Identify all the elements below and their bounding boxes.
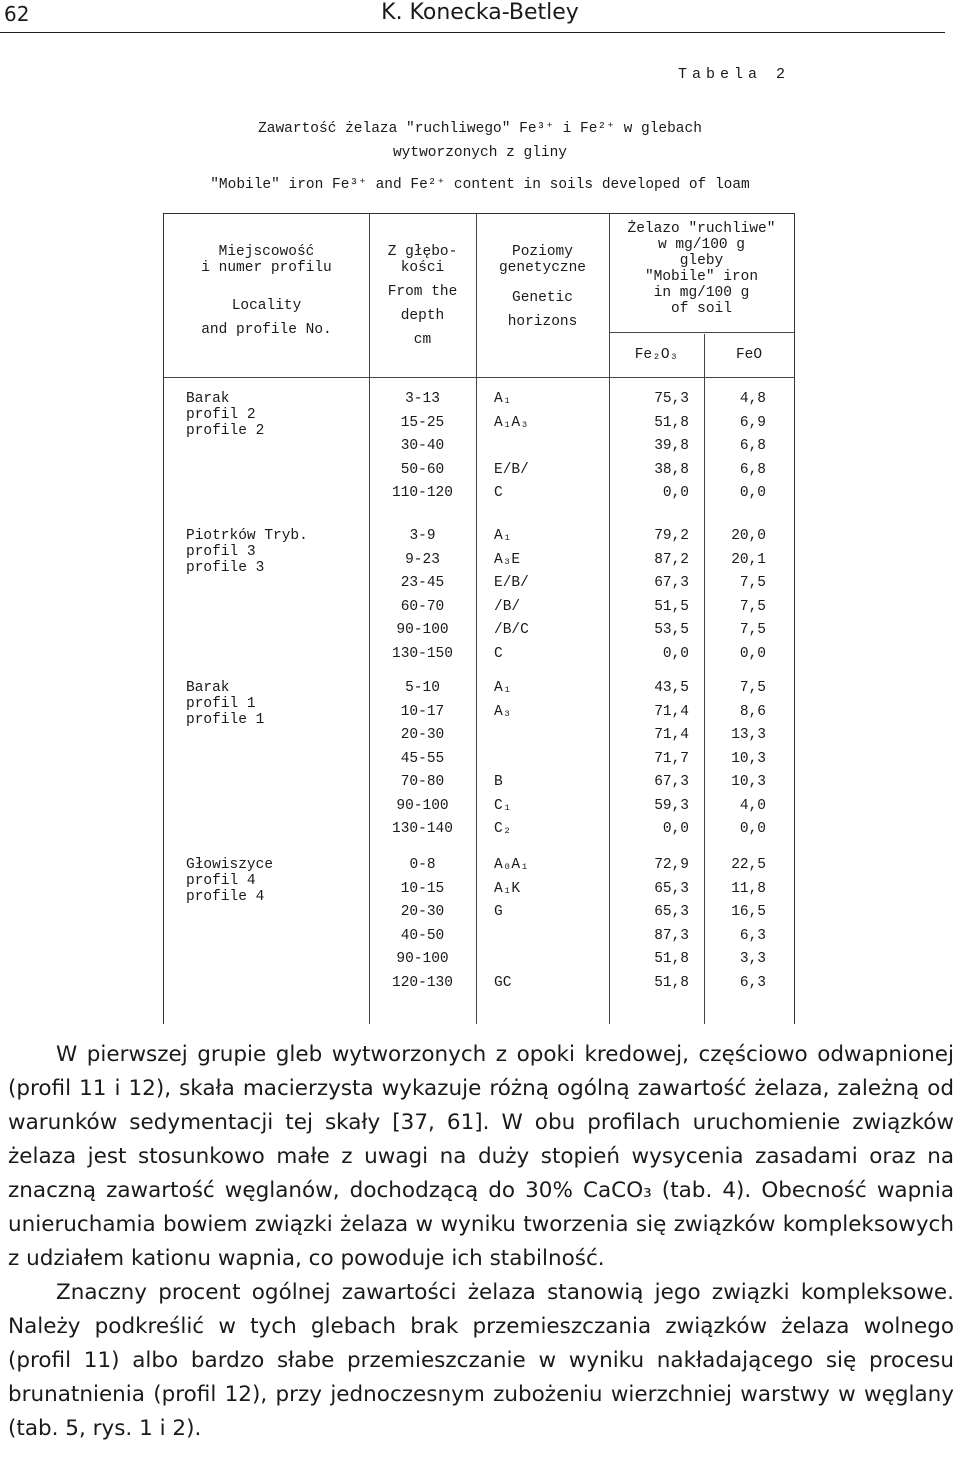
cell-fe2o3: 43,5: [654, 680, 689, 696]
cell-feo: 20,0: [731, 528, 766, 544]
cell-fe2o3: 72,9: [654, 857, 689, 873]
header-locality-en: Locality and profile No.: [201, 298, 332, 338]
cell-feo: 20,1: [731, 551, 766, 568]
profile-name-line: profile 2: [186, 423, 265, 439]
body-text: [8, 1038, 954, 1446]
cell-feo: 6,9: [739, 414, 766, 431]
cell-fe2o3: 0,0: [662, 821, 689, 837]
cell-horizon: A₀A₁: [494, 857, 529, 873]
cell-horizon: E/B/: [494, 575, 529, 591]
profile-name-line: profile 4: [186, 889, 265, 905]
cell-horizon: /B/C: [494, 622, 529, 638]
profile-name: [186, 528, 308, 576]
paragraph: W pierwszej grupie gleb wytworzonych z opoki kredowej, częściowo odwapnionej (profil 11 i 12), skała macierzysta wykazuje różną ogólną zawartość żelaza, zależną od warunków sedymentacji tej skały [37, 61]. W obu profilach uruchomienie związków żelaza jest stosunkowo małe z uwagi na duży stopień wysycenia zasadami oraz na znaczną zawartość węglanów, dochodzącą do 30% CaCO₃ (tab. 4). Obecność wapnia unieruchamia bowiem związki żelaza w wyniku tworzenia się związków kompleksowych z udziałem kationu wapnia, co powoduje ich stabilność.: [8, 1042, 954, 1271]
profile-name: [186, 391, 264, 439]
cell-depth: 130-150: [392, 645, 453, 662]
cell-fe2o3: 87,3: [654, 927, 689, 944]
cell-fe2o3: 71,4: [654, 703, 689, 720]
cell-depth: 110-120: [392, 485, 453, 501]
cell-horizon: C: [494, 645, 503, 662]
cell-fe2o3: 75,3: [654, 391, 689, 407]
cell-feo: 0,0: [739, 485, 766, 501]
page-number: 62: [4, 2, 30, 26]
cell-horizon: B: [494, 774, 503, 790]
cell-horizon: E/B/: [494, 461, 529, 478]
cell-depth: 40-50: [400, 927, 445, 944]
cell-depth: 3-9: [409, 528, 436, 544]
cell-fe2o3: 51,5: [654, 598, 689, 615]
profile-name-line: profile 3: [186, 560, 265, 576]
table-caption-pl-2: wytworzonych z gliny: [392, 145, 568, 161]
cell-feo: 11,8: [731, 880, 766, 897]
cell-fe2o3: 38,8: [654, 461, 689, 478]
cell-feo: 3,3: [739, 951, 766, 967]
header-mobile-iron: Żelazo "ruchliwe" w mg/100 g gleby "Mobile" iron in mg/100 g of soil: [627, 221, 776, 317]
data-table: [163, 213, 795, 1024]
profile-name-line: Głowiszyce: [186, 857, 274, 873]
cell-fe2o3: 71,7: [654, 750, 689, 767]
cell-fe2o3: 79,2: [654, 528, 689, 544]
cell-depth: 20-30: [400, 904, 445, 920]
profile-name-line: Barak: [186, 680, 230, 696]
cell-fe2o3: 71,4: [654, 727, 689, 743]
cell-feo: 7,5: [739, 680, 766, 696]
cell-feo: 6,3: [739, 927, 766, 944]
cell-horizon: /B/: [494, 598, 521, 615]
profile-name: [186, 857, 273, 905]
cell-horizon: GC: [494, 974, 512, 991]
cell-fe2o3: 65,3: [654, 904, 689, 920]
cell-depth: 10-17: [400, 703, 445, 720]
column-divider: [609, 214, 610, 1024]
profile-name-line: profil 2: [186, 407, 256, 423]
cell-feo: 4,8: [739, 391, 766, 407]
header-feo: FeO: [735, 347, 763, 363]
header-rule: [164, 377, 794, 378]
cell-depth: 50-60: [400, 461, 445, 478]
cell-horizon: A₁: [494, 680, 512, 696]
cell-depth: 3-13: [405, 391, 440, 407]
cell-depth: 70-80: [400, 774, 445, 790]
table-caption-en: "Mobile" iron Fe³⁺ and Fe²⁺ content in soils developed of loam: [210, 177, 750, 193]
cell-feo: 7,5: [739, 622, 766, 638]
cell-fe2o3: 87,2: [654, 551, 689, 568]
profile-name-line: profil 1: [186, 696, 256, 712]
cell-feo: 8,6: [739, 703, 766, 720]
cell-fe2o3: 65,3: [654, 880, 689, 897]
cell-depth: 130-140: [392, 821, 453, 837]
table-caption-pl: Zawartość żelaza "ruchliwego" Fe³⁺ i Fe²⁺ w glebach: [258, 121, 702, 137]
cell-fe2o3: 0,0: [662, 485, 689, 501]
cell-depth: 90-100: [396, 622, 449, 638]
cell-depth: 120-130: [392, 974, 453, 991]
cell-fe2o3: 39,8: [654, 438, 689, 454]
cell-feo: 0,0: [739, 645, 766, 662]
header-rule: [0, 32, 945, 33]
cell-feo: 7,5: [739, 598, 766, 615]
cell-horizon: C₂: [494, 821, 512, 837]
cell-feo: 13,3: [731, 727, 766, 743]
cell-fe2o3: 0,0: [662, 645, 689, 662]
profile-name-line: profil 3: [186, 544, 256, 560]
cell-depth: 90-100: [396, 951, 449, 967]
cell-horizon: A₃: [494, 703, 512, 720]
cell-horizon: A₁A₃: [494, 414, 529, 431]
cell-horizon: C: [494, 485, 503, 501]
cell-horizon: A₁K: [494, 880, 521, 897]
cell-feo: 6,3: [739, 974, 766, 991]
column-divider: [476, 214, 477, 1024]
cell-feo: 10,3: [731, 774, 766, 790]
cell-depth: 60-70: [400, 598, 445, 615]
cell-depth: 30-40: [400, 438, 445, 454]
cell-feo: 10,3: [731, 750, 766, 767]
cell-fe2o3: 51,8: [654, 414, 689, 431]
cell-fe2o3: 67,3: [654, 774, 689, 790]
cell-depth: 20-30: [400, 727, 445, 743]
header-locality-pl: Miejscowość i numer profilu: [201, 244, 332, 276]
cell-feo: 16,5: [731, 904, 766, 920]
profile-name-line: profile 1: [186, 712, 265, 728]
header-depth: Z głębo- kości From the depth cm: [387, 244, 458, 348]
paragraph: Znaczny procent ogólnej zawartości żelaza stanowią jego związki kompleksowe. Należy podkreślić w tych glebach brak przemieszczania związków żelaza wolnego (profil 11) albo bardzo słabe przemieszczanie w wyniku nakładającego się procesu brunatnienia (profil 12), przy jednoczesnym zubożeniu wierzchniej warstwy w węglany (tab. 5, rys. 1 i 2).: [8, 1280, 954, 1441]
cell-fe2o3: 59,3: [654, 797, 689, 814]
profile-name-line: Piotrków Tryb.: [186, 528, 308, 544]
header-horizons: Poziomy genetyczne Genetic horizons: [498, 244, 586, 330]
cell-horizon: A₁: [494, 391, 512, 407]
table-label: Tabela 2: [677, 66, 790, 83]
profile-name: [186, 680, 264, 728]
header-subrule: [609, 332, 794, 333]
cell-feo: 6,8: [739, 461, 766, 478]
cell-horizon: G: [494, 904, 503, 920]
cell-horizon: A₁: [494, 528, 512, 544]
cell-depth: 90-100: [396, 797, 449, 814]
cell-depth: 9-23: [405, 551, 440, 568]
cell-depth: 0-8: [409, 857, 436, 873]
running-head: K. Konecka-Betley: [381, 0, 579, 25]
cell-depth: 5-10: [405, 680, 440, 696]
cell-depth: 23-45: [400, 575, 445, 591]
cell-fe2o3: 53,5: [654, 622, 689, 638]
cell-depth: 10-15: [400, 880, 445, 897]
cell-fe2o3: 51,8: [654, 974, 689, 991]
header-fe2o3: Fe₂O₃: [634, 347, 679, 363]
cell-fe2o3: 51,8: [654, 951, 689, 967]
cell-fe2o3: 67,3: [654, 575, 689, 591]
profile-name-line: Barak: [186, 391, 230, 407]
cell-feo: 0,0: [739, 821, 766, 837]
profile-name-line: profil 4: [186, 873, 256, 889]
cell-depth: 15-25: [400, 414, 445, 431]
cell-feo: 7,5: [739, 575, 766, 591]
cell-feo: 22,5: [731, 857, 766, 873]
cell-feo: 4,0: [739, 797, 766, 814]
cell-horizon: C₁: [494, 797, 512, 814]
cell-horizon: A₃E: [494, 551, 521, 568]
cell-depth: 45-55: [400, 750, 445, 767]
cell-feo: 6,8: [739, 438, 766, 454]
